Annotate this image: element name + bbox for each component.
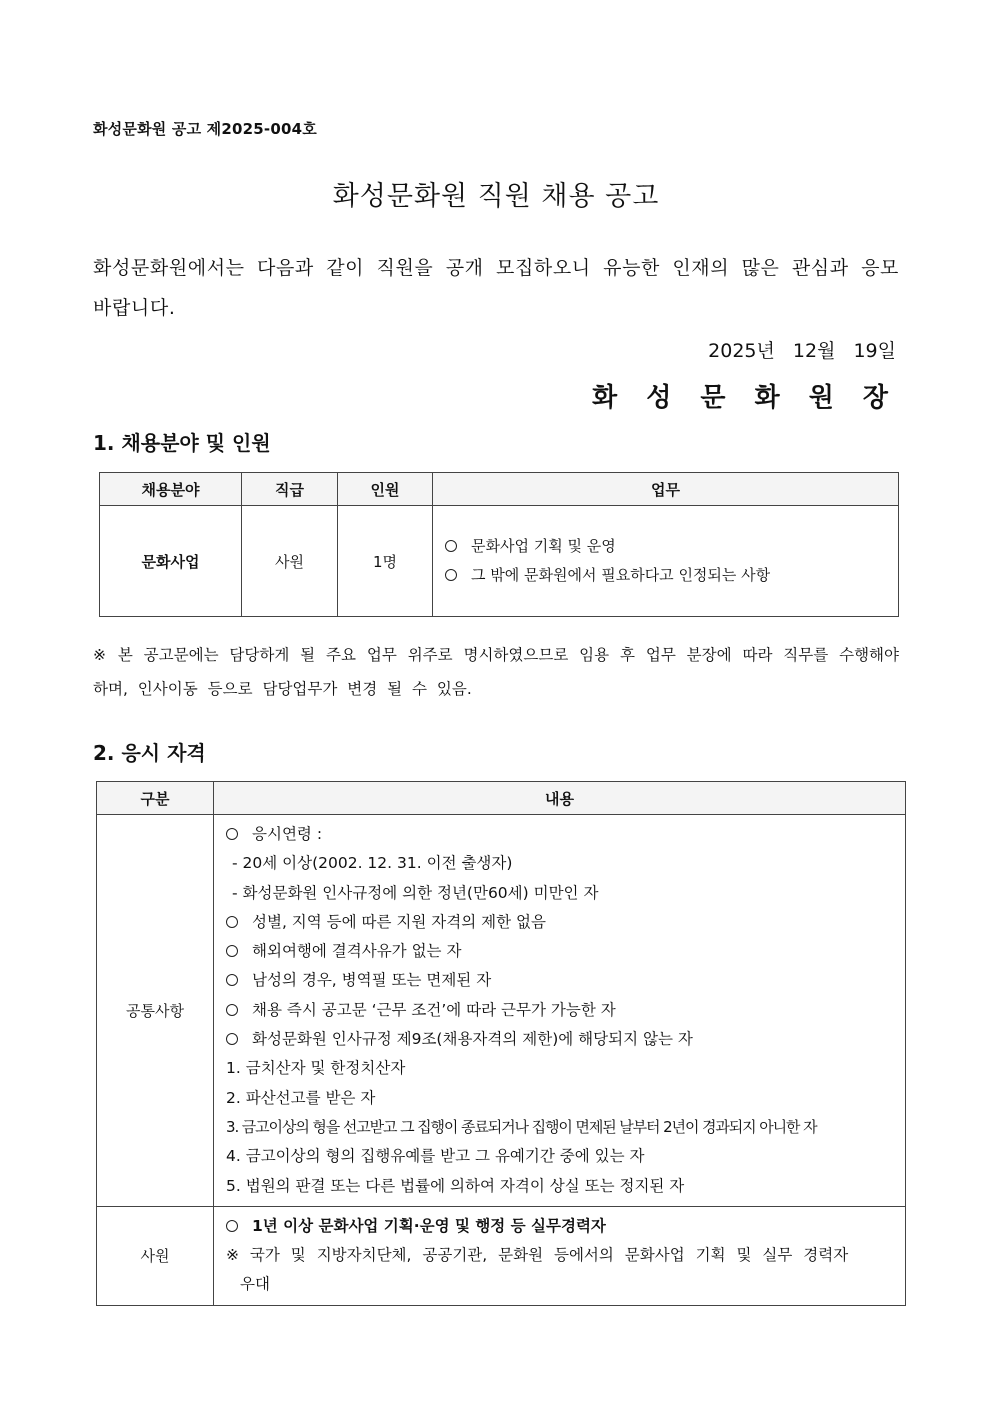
duty-cell [433, 506, 899, 617]
category-common: 공통사항 [97, 815, 214, 1207]
circle-bullet-icon [226, 1220, 238, 1232]
list-item: 성별, 지역 등에 따른 지원 자격의 제한 없음 [226, 908, 901, 937]
header-count: 인원 [338, 473, 433, 506]
circle-bullet-icon [226, 1033, 238, 1045]
announcement-date: 2025년 12월 19일 [708, 340, 896, 362]
intro-paragraph: 화성문화원에서는 다음과 같이 직원을 공개 모집하오니 유능한 인재의 많은 관심과 응모 바랍니다. [93, 257, 899, 319]
section-1-title: 1. 채용분야 및 인원 [93, 431, 271, 455]
circle-bullet-icon [226, 974, 238, 986]
recruitment-table [99, 472, 899, 617]
circle-bullet-icon [226, 945, 238, 957]
header-content: 내용 [214, 782, 906, 815]
notice-number: 화성문화원 공고 제2025-004호 [93, 120, 317, 138]
header-duty: 업무 [433, 473, 899, 506]
table-row [97, 815, 906, 1207]
circle-bullet-icon [445, 540, 457, 552]
list-item: 남성의 경우, 병역필 또는 면제된 자 [226, 966, 901, 995]
table-row [97, 1206, 906, 1305]
list-item: - 화성문화원 인사규정에 의한 정년(만60세) 미만인 자 [232, 883, 599, 902]
category-staff: 사원 [97, 1206, 214, 1305]
count-cell: 1명 [338, 506, 433, 617]
list-item: 5. 법원의 판결 또는 다른 법률에 의하여 자격이 상실 또는 정지된 자 [226, 1176, 685, 1195]
list-item: 화성문화원 인사규정 제9조(채용자격의 제한)에 해당되지 않는 자 [226, 1025, 901, 1054]
list-item: 1. 금치산자 및 한정치산자 [226, 1059, 406, 1078]
qualification-table [96, 781, 906, 1306]
list-item: 문화사업 기획 및 운영 [445, 532, 898, 561]
list-item: 그 밖에 문화원에서 필요하다고 인정되는 사항 [445, 561, 898, 590]
list-item: 응시연령 : [226, 820, 901, 849]
header-rank: 직급 [242, 473, 338, 506]
circle-bullet-icon [226, 1004, 238, 1016]
issuer-signature: 화 성 문 화 원 장 [592, 383, 898, 413]
list-item: 4. 금고이상의 형의 집행유예를 받고 그 유예기간 중에 있는 자 [226, 1147, 645, 1166]
rank-cell: 사원 [242, 506, 338, 617]
table-header-row [100, 473, 899, 506]
page-title: 화성문화원 직원 채용 공고 [332, 181, 660, 212]
list-item: 해외여행에 결격사유가 없는 자 [226, 937, 901, 966]
section-2-title: 2. 응시 자격 [93, 741, 206, 765]
staff-content [214, 1206, 906, 1305]
list-item: 2. 파산선고를 받은 자 [226, 1088, 376, 1107]
table-header-row [97, 782, 906, 815]
circle-bullet-icon [226, 828, 238, 840]
common-content [214, 815, 906, 1207]
section-1-note: ※ 본 공고문에는 담당하게 될 주요 업무 위주로 명시하였으므로 임용 후 업무 분장에 따라 직무를 수행해야 하며, 인사이동 등으로 담당업무가 변경 될 수 있음. [93, 646, 899, 698]
table-row [100, 506, 899, 617]
list-item: - 20세 이상(2002. 12. 31. 이전 출생자) [232, 854, 513, 873]
preference-note: ※ 국가 및 지방자치단체, 공공기관, 문화원 등에서의 문화사업 기획 및 실무 경력자 우대 [226, 1246, 849, 1294]
circle-bullet-icon [445, 569, 457, 581]
header-category: 구분 [97, 782, 214, 815]
field-cell: 문화사업 [100, 506, 242, 617]
list-item: 채용 즉시 공고문 ‘근무 조건’에 따라 근무가 가능한 자 [226, 996, 901, 1025]
header-field: 채용분야 [100, 473, 242, 506]
list-item: 1년 이상 문화사업 기획·운영 및 행정 등 실무경력자 [226, 1212, 901, 1241]
circle-bullet-icon [226, 916, 238, 928]
list-item: 3. 금고이상의 형을 선고받고 그 집행이 종료되거나 집행이 면제된 날부터 2년이 경과되지 아니한 자 [226, 1117, 817, 1136]
